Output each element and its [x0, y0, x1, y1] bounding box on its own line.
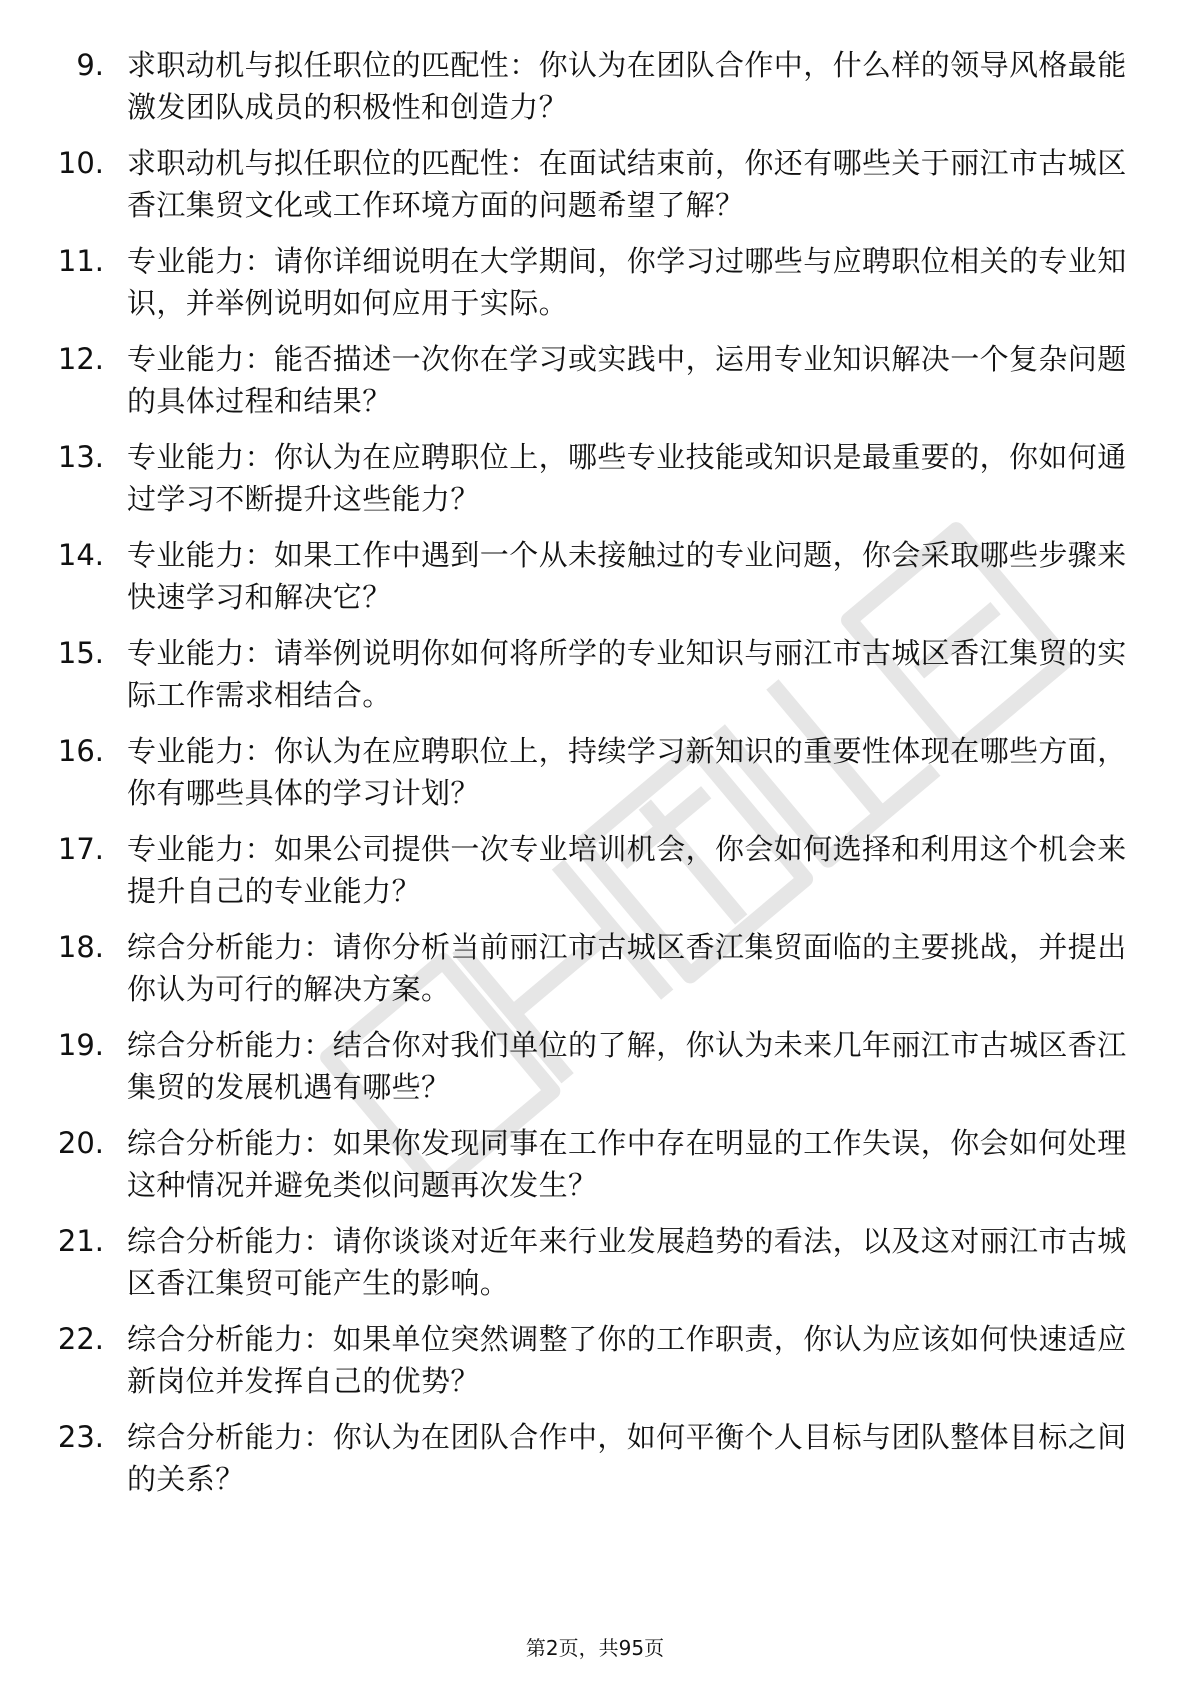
question-item	[0, 828, 1190, 926]
question-item	[0, 44, 1190, 142]
question-number: 18.	[57, 930, 104, 964]
question-number: 14.	[57, 538, 104, 572]
question-number: 17.	[57, 832, 104, 866]
question-text: 求职动机与拟任职位的匹配性：你认为在团队合作中，什么样的领导风格最能激发团队成员的积极性和创造力？	[127, 48, 1127, 124]
question-text: 专业能力：请举例说明你如何将所学的专业知识与丽江市古城区香江集贸的实际工作需求相结合。	[127, 636, 1127, 712]
question-item	[0, 142, 1190, 240]
question-number: 19.	[57, 1028, 104, 1062]
question-list	[0, 44, 1190, 1514]
question-text: 综合分析能力：如果单位突然调整了你的工作职责，你认为应该如何快速适应新岗位并发挥自己的优势？	[127, 1322, 1127, 1398]
question-text: 专业能力：请你详细说明在大学期间，你学习过哪些与应聘职位相关的专业知识，并举例说明如何应用于实际。	[127, 244, 1127, 320]
question-number: 10.	[57, 146, 104, 180]
question-text: 专业能力：你认为在应聘职位上，持续学习新知识的重要性体现在哪些方面，你有哪些具体的学习计划？	[127, 734, 1127, 810]
question-item	[0, 1318, 1190, 1416]
question-number: 15.	[57, 636, 104, 670]
question-number: 16.	[57, 734, 104, 768]
question-text: 专业能力：能否描述一次你在学习或实践中，运用专业知识解决一个复杂问题的具体过程和结果？	[127, 342, 1127, 418]
question-item	[0, 1220, 1190, 1318]
question-item	[0, 632, 1190, 730]
question-item	[0, 534, 1190, 632]
question-text: 综合分析能力：请你分析当前丽江市古城区香江集贸面临的主要挑战，并提出你认为可行的解决方案。	[127, 930, 1127, 1006]
question-text: 综合分析能力：你认为在团队合作中，如何平衡个人目标与团队整体目标之间的关系？	[127, 1420, 1127, 1496]
question-text: 专业能力：如果工作中遇到一个从未接触过的专业问题，你会采取哪些步骤来快速学习和解决它？	[127, 538, 1127, 614]
question-number: 11.	[57, 244, 104, 278]
question-item	[0, 1416, 1190, 1514]
question-number: 21.	[57, 1224, 104, 1258]
question-number: 12.	[57, 342, 104, 376]
question-text: 专业能力：如果公司提供一次专业培训机会，你会如何选择和利用这个机会来提升自己的专业能力？	[127, 832, 1127, 908]
question-item	[0, 1024, 1190, 1122]
question-text: 综合分析能力：如果你发现同事在工作中存在明显的工作失误，你会如何处理这种情况并避免类似问题再次发生？	[127, 1126, 1127, 1202]
question-number: 9.	[76, 48, 104, 82]
question-number: 20.	[57, 1126, 104, 1160]
question-number: 22.	[57, 1322, 104, 1356]
question-text: 综合分析能力：结合你对我们单位的了解，你认为未来几年丽江市古城区香江集贸的发展机遇有哪些？	[127, 1028, 1127, 1104]
question-number: 23.	[57, 1420, 104, 1454]
question-item	[0, 926, 1190, 1024]
question-text: 求职动机与拟任职位的匹配性：在面试结束前，你还有哪些关于丽江市古城区香江集贸文化或工作环境方面的问题希望了解？	[127, 146, 1127, 222]
question-text: 综合分析能力：请你谈谈对近年来行业发展趋势的看法，以及这对丽江市古城区香江集贸可能产生的影响。	[127, 1224, 1127, 1300]
question-item	[0, 436, 1190, 534]
question-item	[0, 730, 1190, 828]
question-text: 专业能力：你认为在应聘职位上，哪些专业技能或知识是最重要的，你如何通过学习不断提升这些能力？	[127, 440, 1127, 516]
question-item	[0, 338, 1190, 436]
question-item	[0, 1122, 1190, 1220]
question-item	[0, 240, 1190, 338]
page-number-footer: 第2页，共95页	[525, 1636, 665, 1660]
question-number: 13.	[57, 440, 104, 474]
